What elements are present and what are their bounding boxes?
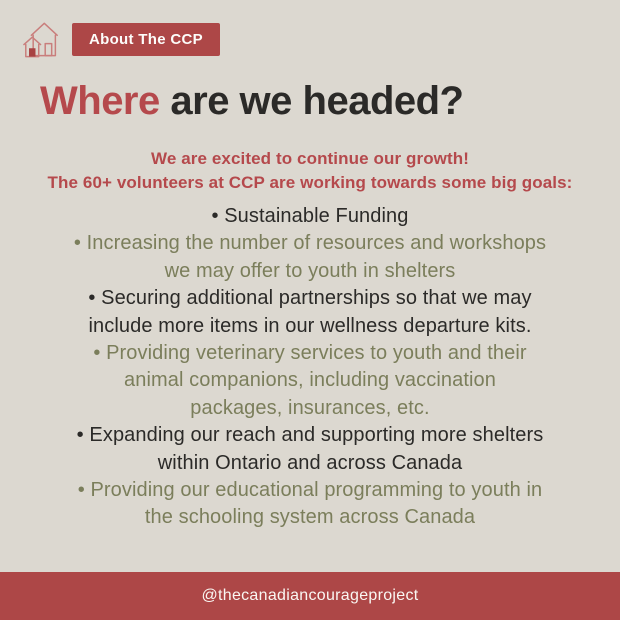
goal-line: • Securing additional partnerships so that we may (88, 287, 532, 310)
footer-bar (0, 572, 620, 620)
goal-line: packages, insurances, etc. (190, 396, 430, 419)
goal-line: the schooling system across Canada (144, 506, 476, 529)
goal-line: • Providing veterinary services to youth and their (93, 342, 527, 365)
goal-line: • Sustainable Funding (211, 205, 409, 227)
goal-line: • Increasing the number of resources and workshops (73, 232, 547, 255)
goals-list (28, 203, 592, 532)
about-ccp-badge: About The CCP (72, 23, 220, 56)
subtitle-line-2: The 60+ volunteers at CCP are working towards some big goals: (47, 173, 573, 192)
goal-line: include more items in our wellness departure kits. (88, 314, 532, 337)
goal-line: • Expanding our reach and supporting more shelters (76, 424, 544, 447)
goal-line: within Ontario and across Canada (157, 451, 463, 474)
header (23, 19, 220, 59)
goal-line: we may offer to youth in shelters (164, 259, 456, 282)
house-icon (23, 19, 60, 59)
subtitle (20, 147, 600, 195)
title-highlight: Where (40, 79, 160, 123)
title-rest: are we headed? (170, 79, 464, 123)
page-title (40, 79, 590, 124)
subtitle-line-1: We are excited to continue our growth! (150, 149, 470, 168)
goal-line: animal companions, including vaccination (124, 369, 496, 392)
goal-line: • Providing our educational programming to youth in (77, 479, 543, 502)
social-handle: @thecanadiancourageproject (201, 587, 419, 604)
